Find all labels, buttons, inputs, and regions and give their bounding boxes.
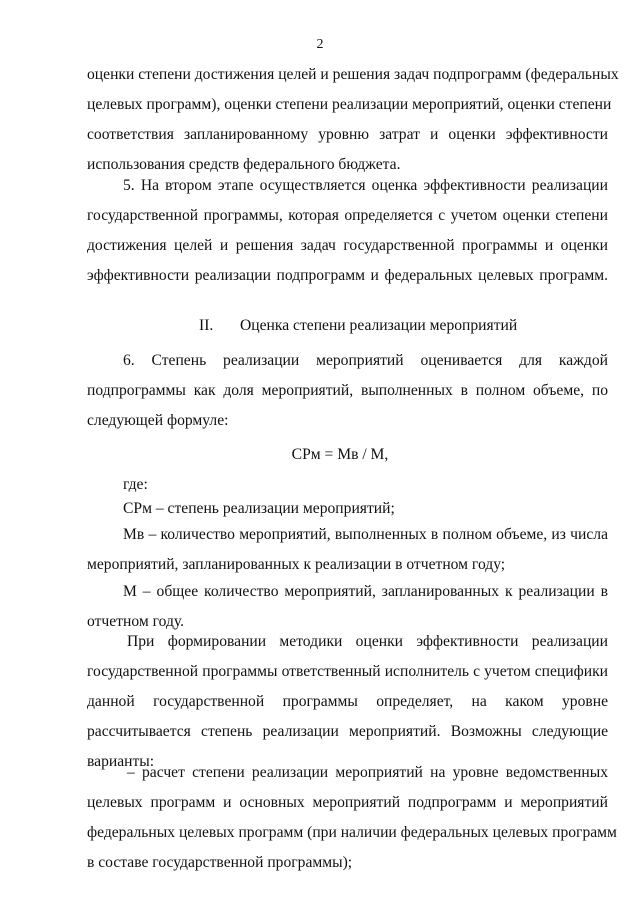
text-line: – расчет степени реализации мероприятий на уровне ведомственных (127, 764, 608, 781)
intro-paragraph (87, 60, 619, 180)
section-title: Оценка степени реализации мероприятий (240, 317, 518, 334)
text-line: эффективности реализации подпрограмм и федеральных целевых программ. (87, 267, 608, 284)
text-line: М – общее количество мероприятий, запланированных к реализации в (123, 583, 608, 600)
text-line: варианты: (87, 753, 155, 770)
text-line: достижения целей и решения задач государственной программы и оценки (87, 237, 608, 254)
text-line: 5. На втором этапе осуществляется оценка эффективности реализации (123, 177, 608, 194)
text-line: мероприятий, запланированных к реализации в отчетном году; (87, 556, 506, 573)
text-line: соответствия запланированному уровню затрат и оценки эффективности (87, 126, 608, 143)
text-line: следующей формуле: (87, 412, 229, 429)
text-line: федеральных целевых программ (при наличии федеральных целевых программ (87, 824, 617, 841)
variant-list-item (87, 758, 617, 878)
text-line: в составе государственной программы); (87, 854, 353, 871)
text-line: подпрограммы как доля мероприятий, выполненных в полном объеме, по (87, 382, 608, 399)
text-line: целевых программ), оценки степени реализации мероприятий, оценки степени (87, 96, 612, 113)
text-line: данной государственной программы определяет, на каком уровне (87, 693, 608, 710)
text-line: Мв – количество мероприятий, выполненных в полном объеме, из числа (123, 526, 608, 543)
text-line: 6. Степень реализации мероприятий оценивается для каждой (123, 352, 608, 369)
section-heading (0, 311, 640, 341)
item-6-paragraph (87, 346, 608, 436)
text-line: государственной программы, которая определяется с учетом оценки степени (87, 207, 608, 224)
text-line: оценки степени достижения целей и решения задач подпрограмм (федеральных (87, 66, 619, 83)
text-line: При формировании методики оценки эффективности реализации (127, 633, 608, 650)
text-line: СРм – степень реализации мероприятий; (123, 500, 395, 517)
text-line: использования средств федерального бюджета. (87, 156, 401, 173)
methodology-paragraph (87, 627, 608, 777)
text-line: отчетном году. (87, 613, 185, 630)
text-line: где: (123, 476, 148, 493)
text-line: целевых программ и основных мероприятий подпрограмм и мероприятий (87, 794, 608, 811)
item-5-paragraph (87, 171, 608, 291)
text-line: государственной программы ответственный исполнитель с учетом специфики (87, 663, 608, 680)
page-number: 2 (316, 37, 324, 52)
definition-mv (87, 520, 608, 580)
formula: СРм = Мв / М, (291, 446, 389, 463)
section-number: II. (199, 317, 214, 334)
text-line: рассчитывается степень реализации мероприятий. Возможны следующие (87, 723, 608, 740)
